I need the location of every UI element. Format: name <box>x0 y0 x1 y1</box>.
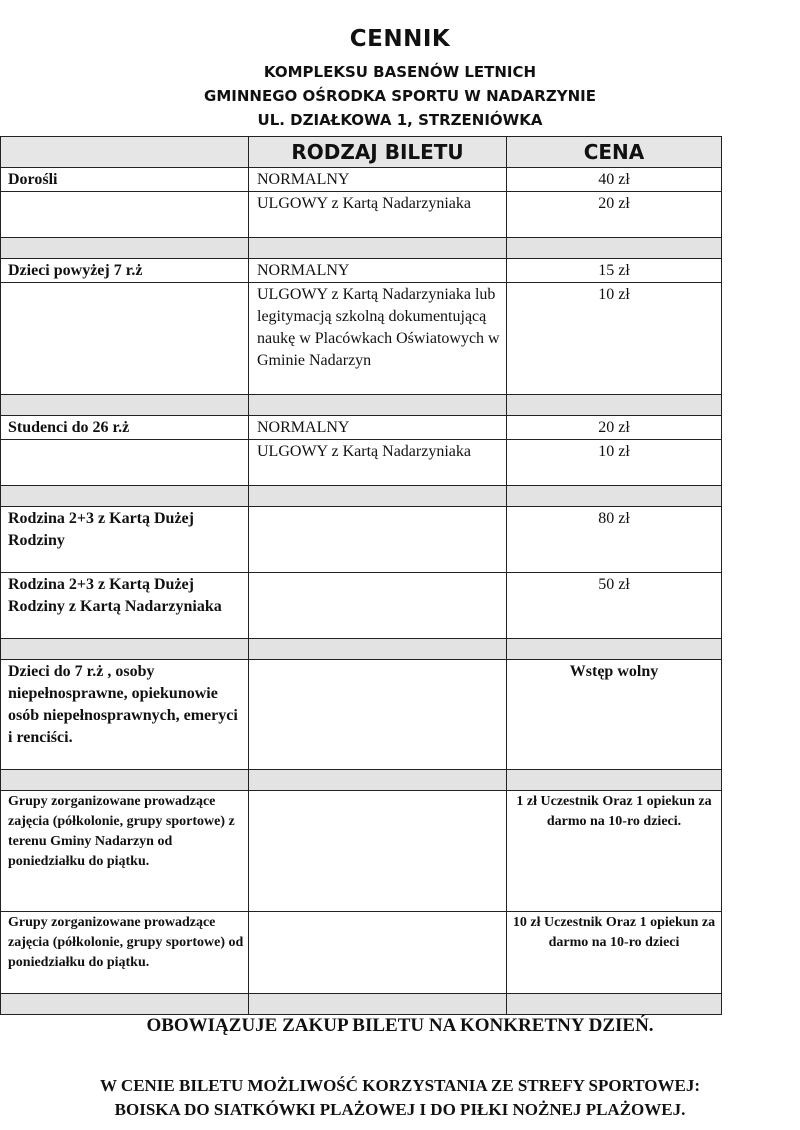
category-cell: Studenci do 26 r.ż <box>1 416 249 440</box>
category-cell: Rodzina 2+3 z Kartą Dużej Rodziny z Kartą Nadarzyniaka <box>1 573 249 639</box>
subtitle-line-2: GMINNEGO OŚRODKA SPORTU W NADARZYNIE <box>204 87 596 105</box>
table-header-row <box>1 137 722 168</box>
table-row <box>1 259 722 283</box>
category-cell <box>1 440 249 486</box>
separator-row <box>1 770 722 791</box>
ticket-type-cell <box>249 791 507 912</box>
table-row <box>1 416 722 440</box>
ticket-type-cell <box>249 912 507 994</box>
price-cell: 40 zł <box>507 168 722 192</box>
price-cell: 20 zł <box>507 416 722 440</box>
category-cell <box>1 192 249 238</box>
column-header-price: CENA <box>507 137 722 168</box>
table-row <box>1 791 722 912</box>
table-row <box>1 660 722 770</box>
category-cell: Dzieci do 7 r.ż , osoby niepełnosprawne, opiekunowie osób niepełnosprawnych, emeryci i renciści. <box>1 660 249 770</box>
category-cell: Dorośli <box>1 168 249 192</box>
ticket-type-cell: NORMALNY <box>249 416 507 440</box>
column-header-ticket-type: RODZAJ BILETU <box>249 137 507 168</box>
price-cell: 20 zł <box>507 192 722 238</box>
price-cell: 80 zł <box>507 507 722 573</box>
ticket-type-cell: ULGOWY z Kartą Nadarzyniaka <box>249 192 507 238</box>
sports-zone-notice-line-2: BOISKA DO SIATKÓWKI PLAŻOWEJ I DO PIŁKI NOŻNEJ PLAŻOWEJ. <box>114 1100 686 1119</box>
price-cell: 50 zł <box>507 573 722 639</box>
sports-zone-notice-line-1: W CENIE BILETU MOŻLIWOŚĆ KORZYSTANIA ZE STREFY SPORTOWEJ: <box>99 1076 701 1095</box>
table-row <box>1 912 722 994</box>
category-cell <box>1 283 249 395</box>
price-cell: 1 zł Uczestnik Oraz 1 opiekun za darmo na 10-ro dzieci. <box>507 791 722 912</box>
separator-row <box>1 486 722 507</box>
ticket-type-cell <box>249 660 507 770</box>
table-row <box>1 573 722 639</box>
price-cell: Wstęp wolny <box>507 660 722 770</box>
price-cell: 10 zł Uczestnik Oraz 1 opiekun za darmo na 10-ro dzieci <box>507 912 722 994</box>
price-table <box>0 136 722 1015</box>
ticket-type-cell: ULGOWY z Kartą Nadarzyniaka lub legitymacją szkolną dokumentującą naukę w Placówkach Oświatowych w Gminie Nadarzyn <box>249 283 507 395</box>
price-cell: 15 zł <box>507 259 722 283</box>
category-cell: Rodzina 2+3 z Kartą Dużej Rodziny <box>1 507 249 573</box>
separator-row <box>1 994 722 1015</box>
price-cell: 10 zł <box>507 283 722 395</box>
page-title: CENNIK <box>349 26 451 52</box>
ticket-type-cell <box>249 507 507 573</box>
category-cell: Dzieci powyżej 7 r.ż <box>1 259 249 283</box>
table-row <box>1 440 722 486</box>
ticket-type-cell: NORMALNY <box>249 259 507 283</box>
price-cell: 10 zł <box>507 440 722 486</box>
category-cell: Grupy zorganizowane prowadzące zajęcia (półkolonie, grupy sportowe) z terenu Gminy Nadarzyn od poniedziałku do piątku. <box>1 791 249 912</box>
header-empty-cell <box>1 137 249 168</box>
table-row <box>1 283 722 395</box>
category-cell: Grupy zorganizowane prowadzące zajęcia (półkolonie, grupy sportowe) od poniedziałku do piątku. <box>1 912 249 994</box>
separator-row <box>1 238 722 259</box>
table-row <box>1 168 722 192</box>
ticket-type-cell: ULGOWY z Kartą Nadarzyniaka <box>249 440 507 486</box>
table-row <box>1 192 722 238</box>
subtitle-line-1: KOMPLEKSU BASENÓW LETNICH <box>263 63 537 81</box>
separator-row <box>1 395 722 416</box>
purchase-notice: OBOWIĄZUJE ZAKUP BILETU NA KONKRETNY DZIEŃ. <box>146 1015 654 1036</box>
ticket-type-cell: NORMALNY <box>249 168 507 192</box>
separator-row <box>1 639 722 660</box>
ticket-type-cell <box>249 573 507 639</box>
table-row <box>1 507 722 573</box>
address-line: UL. DZIAŁKOWA 1, STRZENIÓWKA <box>257 111 543 129</box>
